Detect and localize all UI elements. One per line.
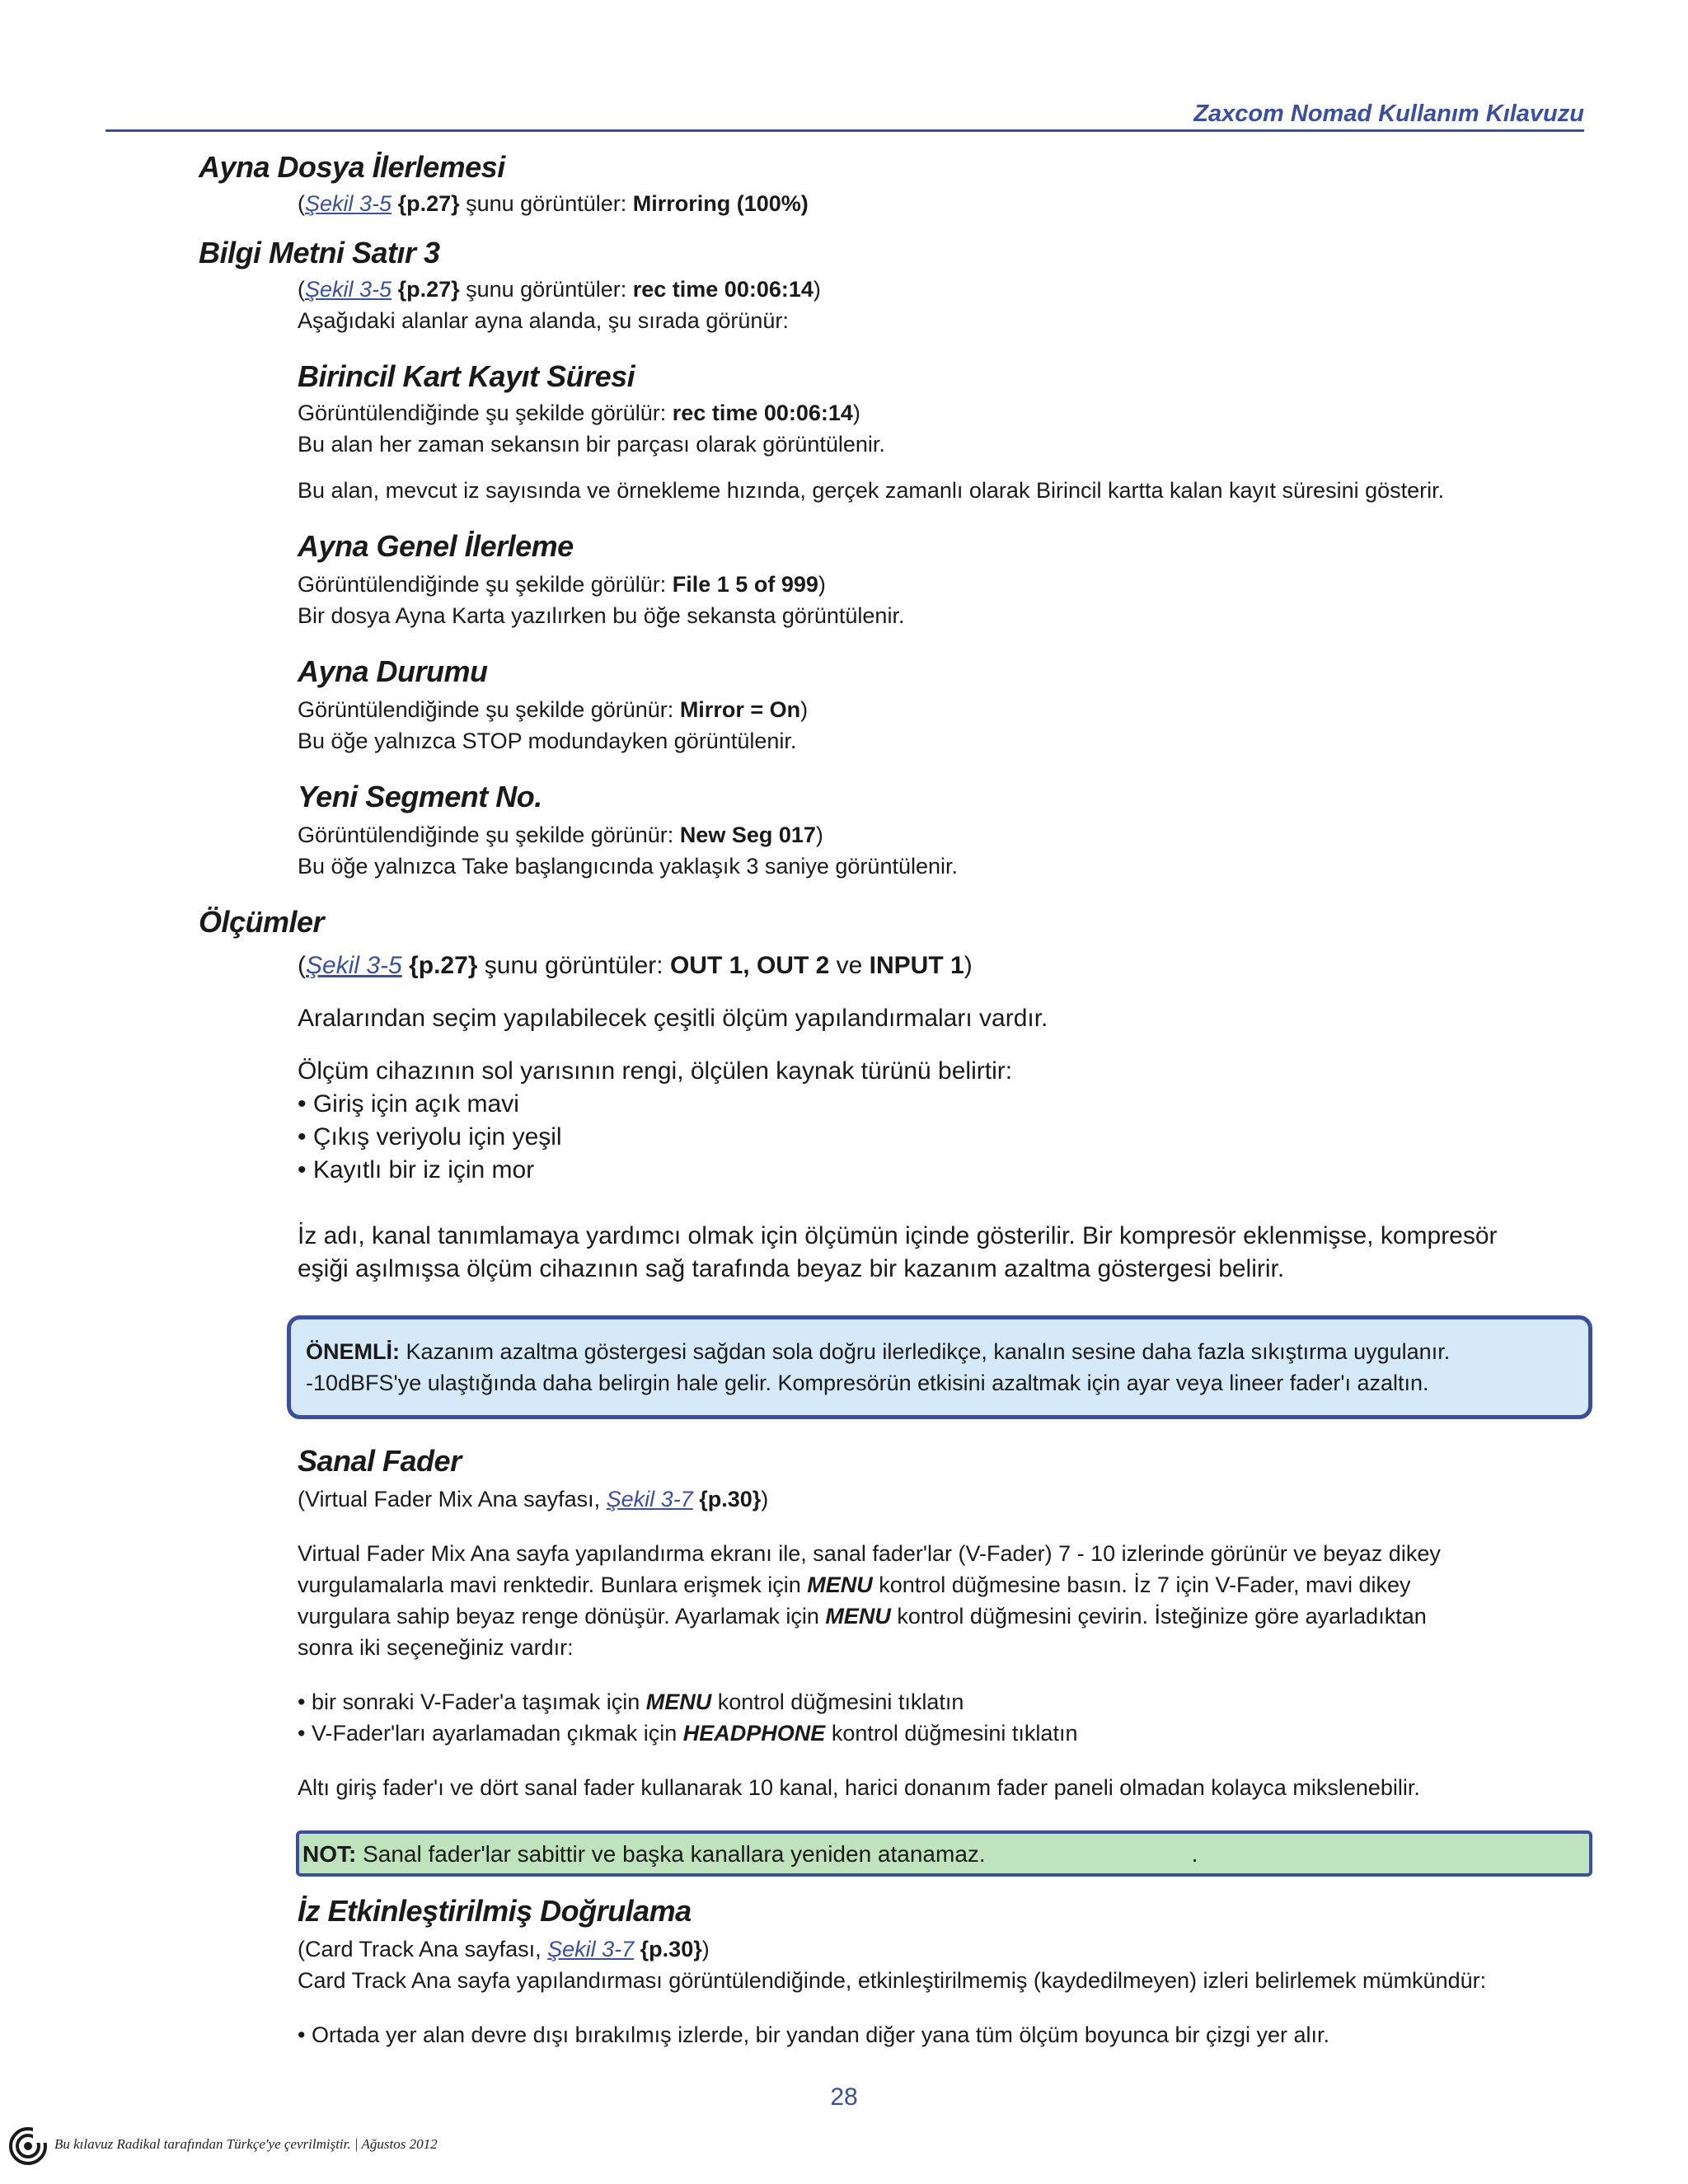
ayna-genel-line2: Bir dosya Ayna Karta yazılırken bu öğe sekansta görüntülenir. — [298, 603, 905, 628]
list-item: • bir sonraki V-Fader'a taşımak için MENU kontrol düğmesini tıklatın — [298, 1690, 964, 1714]
ayna-durumu-line1: Görüntülendiğinde şu şekilde görünür: Mirror = On) — [298, 697, 809, 722]
heading-olcumler: Ölçümler — [199, 905, 325, 939]
birincil-line1: Görüntülendiğinde şu şekilde görülür: rec time 00:06:14) — [298, 401, 860, 425]
olcumler-ref-line: (Şekil 3-5 {p.27} şunu görüntüler: OUT 1, OUT 2 ve INPUT 1) — [298, 952, 973, 979]
heading-sanal-fader: Sanal Fader — [298, 1444, 462, 1478]
heading-iz-etkin: İz Etkinleştirilmiş Doğrulama — [298, 1894, 692, 1928]
list-item: • Ortada yer alan devre dışı bırakılmış izlerde, bir yandan diğer yana tüm ölçüm boyunca bir çizgi yer alır. — [298, 2022, 1330, 2047]
heading-ayna-durumu: Ayna Durumu — [298, 654, 488, 688]
bilgi-metni-line2: Aşağıdaki alanlar ayna alanda, şu sırada görünür: — [298, 308, 789, 333]
page-number: 28 — [830, 2083, 858, 2111]
important-callout — [287, 1315, 1592, 1419]
sanal-fader-ref: (Virtual Fader Mix Ana sayfası, Şekil 3-7 {p.30}) — [298, 1487, 769, 1511]
header-title: Zaxcom Nomad Kullanım Kılavuzu — [1193, 101, 1584, 127]
important-line2: -10dBFS'ye ulaştığında daha belirgin hale gelir. Kompresörün etkisini azaltmak için ayar veya lineer fader'ı azaltın. — [306, 1371, 1429, 1395]
figure-link[interactable]: Şekil 3-5 — [305, 191, 392, 216]
bilgi-metni-line1: (Şekil 3-5 {p.27} şunu görüntüler: rec time 00:06:14) — [298, 277, 821, 302]
sanal-fader-p1-l3: vurgulara sahip beyaz renge dönüşür. Ayarlamak için MENU kontrol düğmesini çevirin. İsteğinize göre ayarladıktan — [298, 1604, 1427, 1629]
yeni-segment-line2: Bu öğe yalnızca Take başlangıcında yaklaşık 3 saniye görüntülenir. — [298, 854, 959, 879]
heading-bilgi-metni: Bilgi Metni Satır 3 — [199, 236, 440, 269]
yeni-segment-line1: Görüntülendiğinde şu şekilde görünür: New Seg 017) — [298, 823, 823, 847]
sanal-fader-p1-l1: Virtual Fader Mix Ana sayfa yapılandırma ekranı ile, sanal fader'lar (V-Fader) 7 - 10 izlerinde görünür ve beyaz dikey — [298, 1541, 1441, 1566]
olcumler-para1: Aralarından seçim yapılabilecek çeşitli ölçüm yapılandırmaları vardır. — [298, 1005, 1048, 1032]
heading-yeni-segment: Yeni Segment No. — [298, 780, 542, 813]
iz-etkin-ref: (Card Track Ana sayfası, Şekil 3-7 {p.30}) — [298, 1937, 710, 1961]
footer-credit: Bu kılavuz Radikal tarafından Türkçe'ye çevrilmiştir. | Ağustos 2012 — [54, 2136, 438, 2152]
figure-link[interactable]: Şekil 3-7 — [547, 1937, 635, 1961]
birincil-line3: Bu alan, mevcut iz sayısında ve örnekleme hızında, gerçek zamanlı olarak Birincil kartta kalan kayıt süresini gösterir. — [298, 478, 1445, 503]
important-line1: ÖNEMLİ: Kazanım azaltma göstergesi sağdan sola doğru ilerledikçe, kanalın sesine daha fazla sıkıştırma uygulanır. — [306, 1339, 1451, 1364]
header-rule — [106, 129, 1584, 132]
list-item: • Kayıtlı bir iz için mor — [298, 1156, 535, 1183]
list-item: • Giriş için açık mavi — [298, 1090, 519, 1118]
birincil-line2: Bu alan her zaman sekansın bir parçası olarak görüntülenir. — [298, 432, 885, 457]
sanal-fader-p1-l4: sonra iki seçeneğiniz vardır: — [298, 1635, 574, 1660]
heading-ayna-dosya: Ayna Dosya İlerlemesi — [199, 150, 505, 184]
figure-link[interactable]: Şekil 3-7 — [606, 1487, 693, 1511]
ayna-durumu-line2: Bu öğe yalnızca STOP modundayken görüntülenir. — [298, 729, 797, 753]
olcumler-para3-line2: eşiği aşılmışsa ölçüm cihazının sağ tarafında beyaz bir kazanım azaltma göstergesi belirir. — [298, 1255, 1285, 1282]
sanal-fader-p2: Altı giriş fader'ı ve dört sanal fader kullanarak 10 kanal, harici donanım fader paneli olmadan kolayca mikslenebilir. — [298, 1775, 1420, 1800]
list-item: • V-Fader'ları ayarlamadan çıkmak için HEADPHONE kontrol düğmesini tıklatın — [298, 1721, 1078, 1746]
sanal-fader-p1-l2: vurgulamalarla mavi renktedir. Bunlara erişmek için MENU kontrol düğmesine basın. İz 7 için V-Fader, mavi dikey — [298, 1572, 1411, 1597]
olcumler-para3-line1: İz adı, kanal tanımlamaya yardımcı olmak için ölçümün içinde gösterilir. Bir kompresör eklenmişse, kompresör — [298, 1222, 1498, 1249]
radikal-logo-icon — [8, 2126, 48, 2166]
ayna-genel-line1: Görüntülendiğinde şu şekilde görülür: File 1 5 of 999) — [298, 572, 826, 597]
note-callout: NOT: Sanal fader'lar sabittir ve başka kanallara yeniden atanamaz. . — [296, 1830, 1592, 1877]
figure-link[interactable]: Şekil 3-5 — [306, 952, 402, 979]
list-item: • Çıkış veriyolu için yeşil — [298, 1123, 562, 1151]
ayna-dosya-line: (Şekil 3-5 {p.27} şunu görüntüler: Mirroring (100%) — [298, 191, 809, 216]
olcumler-para2: Ölçüm cihazının sol yarısının rengi, ölçülen kaynak türünü belirtir: — [298, 1057, 1013, 1085]
heading-birincil-kart: Birincil Kart Kayıt Süresi — [298, 359, 635, 393]
iz-etkin-line2: Card Track Ana sayfa yapılandırması görüntülendiğinde, etkinleştirilmemiş (kaydedilmeyen) izleri belirlemek mümkündür: — [298, 1968, 1487, 1993]
heading-ayna-genel: Ayna Genel İlerleme — [298, 529, 574, 563]
figure-link[interactable]: Şekil 3-5 — [305, 277, 392, 302]
